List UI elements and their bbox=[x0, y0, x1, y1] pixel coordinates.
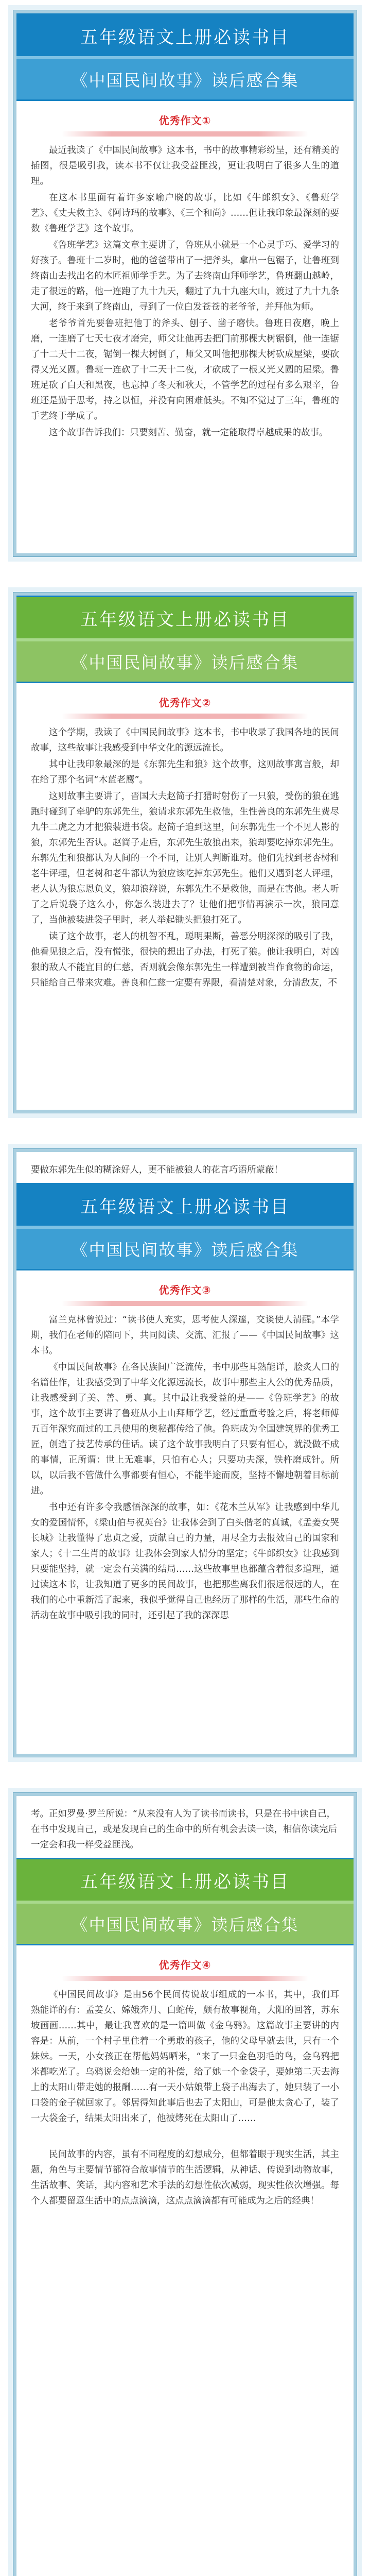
essay-paragraph: 读了这个故事，老人的机智不乱，聪明果断，善恶分明深深的吸引了我，他看见狼之后，没有慌张，很快的想出了办法，打死了狼。他让我明白，对凶狠的敌人不能宜目的仁慈，否则就会像东郭先生一样遭到被当作食物的命运，只能给自己带来灾难。善良和仁慈一定要有界限，看清楚对象，分清敌友，不 bbox=[31, 931, 339, 988]
essay-paragraph: 书中还有许多令我感悟深深的故事，如：《花木兰从军》让我感到中华儿女的爱国情怀，《梁山伯与祝英台》让我体会到了白头偕老的真诚，《孟姜女哭长城》让我懂得了忠贞之爱，贡献自己的力量，用尽全力去报效自己的国家和家人；《十二生肖的故事》让我体会到家人情分的坚定；《牛郎织女》让我感到只要能坚持，就一定会有美满的结局……这些故事里也都蕴含着很多道理，通过读这本书，让我知道了更多的民间故事，也把那些离我们很远很远的人，在我们的心中重新活了起来，我似乎觉得自己也经历了那样的生活，那些生命的活动在故事中吸引我的同时，还引起了我的深深思 bbox=[31, 1502, 339, 1621]
essay-title: 优秀作文③ bbox=[158, 1284, 212, 1296]
header-subtitle: 《中国民间故事》读后感合集 bbox=[16, 641, 354, 682]
header-subtitle: 《中国民间故事》读后感合集 bbox=[16, 59, 354, 99]
header-banner bbox=[16, 596, 354, 683]
title-divider bbox=[62, 1301, 308, 1306]
header-banner bbox=[16, 1858, 354, 1945]
continued-text: 要做东郭先生似的糊涂好人，更不能被狼人的花言巧语所蒙蔽！ bbox=[31, 1165, 283, 1175]
header-banner bbox=[16, 1183, 354, 1270]
essay-paragraph: 最近我读了《中国民间故事》这本书，书中的故事精彩纷呈，还有精美的插图，很是吸引我，读本书不仅让我受益匪浅，更让我明白了很多人生的道理。 bbox=[31, 145, 339, 187]
header-banner bbox=[16, 13, 354, 101]
essay-paragraph: 《中国民间故事》在各民族间广泛流传，书中那些耳熟能详，脍炙人口的名篇佳作，让我感受到了中华文化源远流长，故事中那些主人公的优秀品质，让我感受到了美、善、勇、真。其中最让我受益的是——《鲁班学艺》的故事，这个故事主要讲了鲁班从小上山拜师学艺，经过重重考验之后，将老师傅五百年深究而过的工具使用的奥秘都传给了他。鲁班成为全国建筑界的优秀工匠，创造了技艺传承的佳话。读了这个故事我明白了只要有恒心，就没做不成的事情，正所谓：世上无难事，只怕有心人；只要功夫深，铁杵磨成针。所以，以后我不管做什么事都要有恒心，不能半途而废，坚持不懈地朝着目标前进。 bbox=[31, 1362, 339, 1496]
essay-paragraph: 在这本书里面有着许多家喻户晓的故事，比如《牛郎织女》、《鲁班学艺》、《丈夫救主》、《阿诗玛的故事》、《三个和尚》……但让我印象最深刻的要数《鲁班学艺》这个故事。 bbox=[31, 193, 339, 234]
title-divider bbox=[62, 1976, 308, 1981]
header-title: 五年级语文上册必读书目 bbox=[16, 1184, 354, 1229]
essay-paragraph: 富兰克林曾说过：“读书使人充实，思考使人深邃，交谈使人清醒。”本学期，我们在老师的陪同下，共同阅读、交流、汇报了——《中国民间故事》这本书。 bbox=[31, 1315, 339, 1356]
title-divider bbox=[62, 131, 308, 137]
title-divider bbox=[62, 714, 308, 719]
essay-card-1 bbox=[13, 10, 357, 556]
header-subtitle: 《中国民间故事》读后感合集 bbox=[16, 1229, 354, 1269]
essay-title: 优秀作文④ bbox=[158, 1959, 212, 1971]
essay-paragraph: 《中国民间故事》是由56个民间传说故事组成的一本书，其中，我们耳熟能详的有：孟姜女、嫦娥奔月、白蛇传，颇有故事视角，大阳的回答，苏东坡画画……其中，最让我喜欢的是一篇叫做《金乌鸦》。这篇故事主要讲的内容是：从前，一个村子里住着一个勇敢的孩子，他的父母早就去世，只有一个妹妹。一天，小女孩正在帮他妈妈晒米，“来了一只金色羽毛的鸟，金乌鸦把米都吃光了。乌鸦说会给她一定的补偿，给了她一个金袋子，要她第二天去海上的太阳山带走她的报酬……有一天小姑娘带上袋子出海去了，她只装了一小口袋的金子就回家了。邻居得知此事后也去了太阳山，可是他太贪心了，装了一大袋金子，结果太阳出来了，他被烤死在太阳山了…… bbox=[31, 1990, 339, 2124]
essay-paragraph: 这个故事告诉我们：只要刻苦、勤奋，就一定能取得卓越成果的故事。 bbox=[49, 428, 328, 438]
essay-paragraph: 民间故事的内容，虽有不同程度的幻想成分，但都着眼于现实生活，其主题，角色与主要情节都符合故事情节的生活逻辑，从神话、传说到动物故事，生活故事、笑话，其内容和艺术手法的幻想性依次减弱，现实性依次增强。每个人都要留意生活中的点点滴滴，这点点滴滴都有可能成为之后的经典！ bbox=[31, 2149, 339, 2206]
header-title: 五年级语文上册必读书目 bbox=[16, 15, 354, 59]
essay-paragraph: 这则故事主要讲了，晋国大夫赵简子打猎时射伤了一只狼，受伤的狼在逃跑时碰到了牵驴的东郭先生，狼请求东郭先生救他，生性善良的东郭先生费尽九牛二虎之力才把狼装进书袋。赵简子追到这里，问东郭先生一个不见人影的狼，东郭先生否认。赵简子走后，东郭先生放狼出来，狼却要吃掉东郭先生。东郭先生和狼都认为人间的一个不同，让别人判断谁对。他们先找到老杏树和老牛评理，但老树和老牛都认为狼应该吃掉东郭先生。他们又遇到老人评理，老人认为狼忘恩负义，狼却浪辩说，东郭先生不是救他，而是在害他。老人听了之后说袋子这么小，你怎么装进去了？让他们把事情再演示一次，狼同意了，当他被装进袋子里时，老人举起锄头把狼打死了。 bbox=[31, 791, 339, 925]
header-title: 五年级语文上册必读书目 bbox=[16, 597, 354, 641]
essay-card-3 bbox=[13, 1149, 357, 1757]
essay-paragraph: 其中让我印象最深的是《东郭先生和狼》这个故事，这则故事寓言般，却在给了那个名词“木蓝老鹰”。 bbox=[31, 759, 339, 785]
essay-paragraph: 老爷爷首先要鲁班把他丁的斧头、刨子、凿子磨快。鲁班日夜磨，晚上磨，一连磨了七天七夜才磨完，师父让他再去把门前那棵大树锯倒，他一连锯了十二天十二夜，锯倒一棵大树倒了，师父又叫他把那棵大树砍成屋梁，要砍得又光又圆。鲁班一连砍了十二天十二夜，才砍成了一根又光又圆的屋梁。鲁班足砍了白天和黑夜，也忘掉了冬天和秋天，不管学艺的过程有多么艰辛，鲁班还是勤于思考，持之以恒，并没有向困难低头。不知不觉过了三年，鲁班的手艺终于学成了。 bbox=[31, 318, 339, 421]
essay-title: 优秀作文① bbox=[158, 114, 212, 127]
essay-title: 优秀作文② bbox=[158, 697, 212, 709]
continued-text: 考。正如罗曼·罗兰所说：“从来没有人为了读书而读书，只是在书中读自己，在书中发现自己，或是发现自己的生命中的所有机会去读一读，相信你读完后一定会和我一样受益匪浅。 bbox=[31, 1809, 337, 1850]
header-title: 五年级语文上册必读书目 bbox=[16, 1859, 354, 1904]
essay-paragraph: 这个学期，我读了《中国民间故事》这本书，书中收录了我国各地的民间故事，这些故事让我感受到中华文化的源远流长。 bbox=[31, 727, 339, 753]
essay-card-4 bbox=[13, 1793, 357, 2576]
essay-card-2 bbox=[13, 592, 357, 1113]
essay-paragraph: 《鲁班学艺》这篇文章主要讲了，鲁班从小就是一个心灵手巧、爱学习的好孩子。鲁班十二岁时，他的爸爸带出了一把斧头，拿出一包锯子，让鲁班到终南山去找出名的木匠祖师学手艺。为了去终南山拜师学艺，鲁班翻山越岭，走了很远的路，他一连跑了九十九天，翻过了九十九座大山，渡过了九十九条大河，终于来到了终南山，寻到了一位白发苍苍的老爷爷，并拜他为师。 bbox=[31, 240, 339, 312]
header-subtitle: 《中国民间故事》读后感合集 bbox=[16, 1904, 354, 1944]
